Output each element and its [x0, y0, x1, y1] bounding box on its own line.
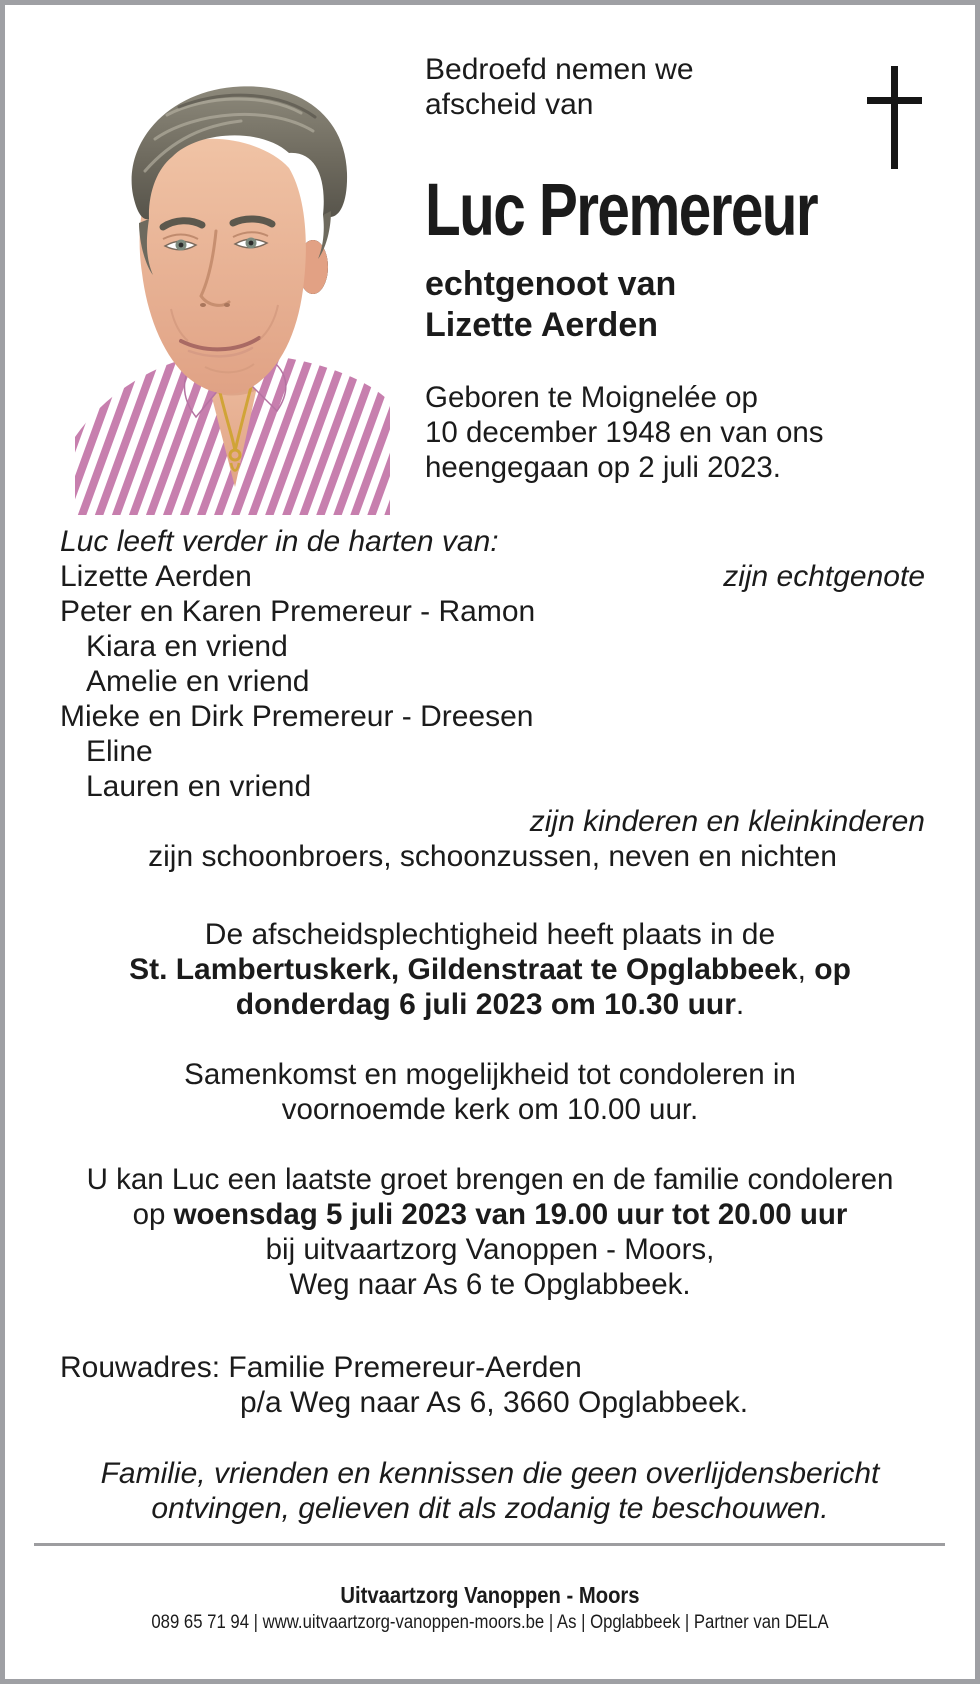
deceased-name: Luc Premereur — [425, 168, 818, 251]
condolence-details — [0, 1162, 980, 1302]
portrait-illustration — [75, 55, 390, 515]
condolence-prefix: op — [132, 1198, 174, 1231]
life-dates-line: Geboren te Moignelée op — [425, 381, 758, 414]
mourning-address-line: p/a Weg naar As 6, 3660 Opglabbeek. — [240, 1386, 749, 1419]
service-location-separator: , — [797, 953, 815, 986]
service-datetime-period: . — [735, 988, 745, 1021]
life-dates-line: 10 december 1948 en van ons — [425, 416, 824, 449]
notice-text — [0, 1456, 980, 1526]
family-member-name: Lauren en vriend — [86, 770, 312, 803]
notice-line: ontvingen, gelieven dit als zodanig te beschouwen. — [151, 1492, 829, 1525]
intro-line: afscheid van — [425, 88, 594, 121]
life-dates — [425, 380, 824, 485]
service-location: St. Lambertuskerk, Gildenstraat te Opglabbeek — [129, 953, 798, 986]
condolence-datetime-line — [0, 1197, 980, 1232]
mourning-address — [60, 1350, 748, 1420]
mourning-address-line: Rouwadres: Familie Premereur-Aerden — [60, 1351, 582, 1384]
funeral-home-contact: 089 65 71 94 | www.uitvaartzorg-vanoppen-moors.be | As | Opglabbeek | Partner van DELA — [151, 1612, 829, 1633]
condolence-datetime: woensdag 5 juli 2023 van 19.00 uur tot 20.00 uur — [173, 1198, 848, 1231]
service-line: De afscheidsplechtigheid heeft plaats in de — [204, 918, 776, 951]
family-member-name: Mieke en Dirk Premereur - Dreesen — [60, 700, 534, 733]
condolence-line: bij uitvaartzorg Vanoppen - Moors, — [265, 1233, 715, 1266]
family-member-name: Peter en Karen Premereur - Ramon — [60, 595, 536, 628]
intro-text — [425, 52, 694, 122]
extended-family: zijn schoonbroers, schoonzussen, neven en nichten — [148, 840, 837, 873]
family-member-name: Amelie en vriend — [86, 665, 310, 698]
cross-icon — [865, 64, 924, 170]
service-location-suffix: op — [814, 953, 851, 986]
gathering-details — [0, 1057, 980, 1127]
gathering-line: voornoemde kerk om 10.00 uur. — [281, 1093, 699, 1126]
service-datetime: donderdag 6 juli 2023 om 10.30 uur — [235, 988, 736, 1021]
family-list — [60, 524, 925, 874]
family-member-name: Kiara en vriend — [86, 630, 288, 663]
family-member-relation: zijn echtgenote — [723, 560, 925, 593]
condolence-line: U kan Luc een laatste groet brengen en de familie condoleren — [86, 1163, 894, 1196]
family-member-name: Lizette Aerden — [60, 560, 252, 593]
intro-line: Bedroefd nemen we — [425, 53, 694, 86]
family-row — [60, 559, 925, 594]
relation-line: Lizette Aerden — [425, 306, 659, 344]
service-location-line — [0, 952, 980, 987]
condolence-line: Weg naar As 6 te Opglabbeek. — [289, 1268, 691, 1301]
relation-text — [425, 264, 676, 346]
relation-line: echtgenoot van — [425, 265, 677, 303]
life-dates-line: heengegaan op 2 juli 2023. — [425, 451, 781, 484]
family-member-name: Eline — [86, 735, 153, 768]
gathering-line: Samenkomst en mogelijkheid tot condoleren in — [184, 1058, 796, 1091]
service-details — [0, 917, 980, 1022]
family-intro: Luc leeft verder in de harten van: — [60, 525, 499, 558]
children-caption: zijn kinderen en kleinkinderen — [529, 805, 925, 838]
footer-divider — [34, 1543, 945, 1546]
notice-line: Familie, vrienden en kennissen die geen overlijdensbericht — [100, 1457, 880, 1490]
funeral-home-name: Uitvaartzorg Vanoppen - Moors — [340, 1582, 640, 1608]
portrait-photo — [75, 55, 390, 515]
service-datetime-line — [0, 987, 980, 1022]
